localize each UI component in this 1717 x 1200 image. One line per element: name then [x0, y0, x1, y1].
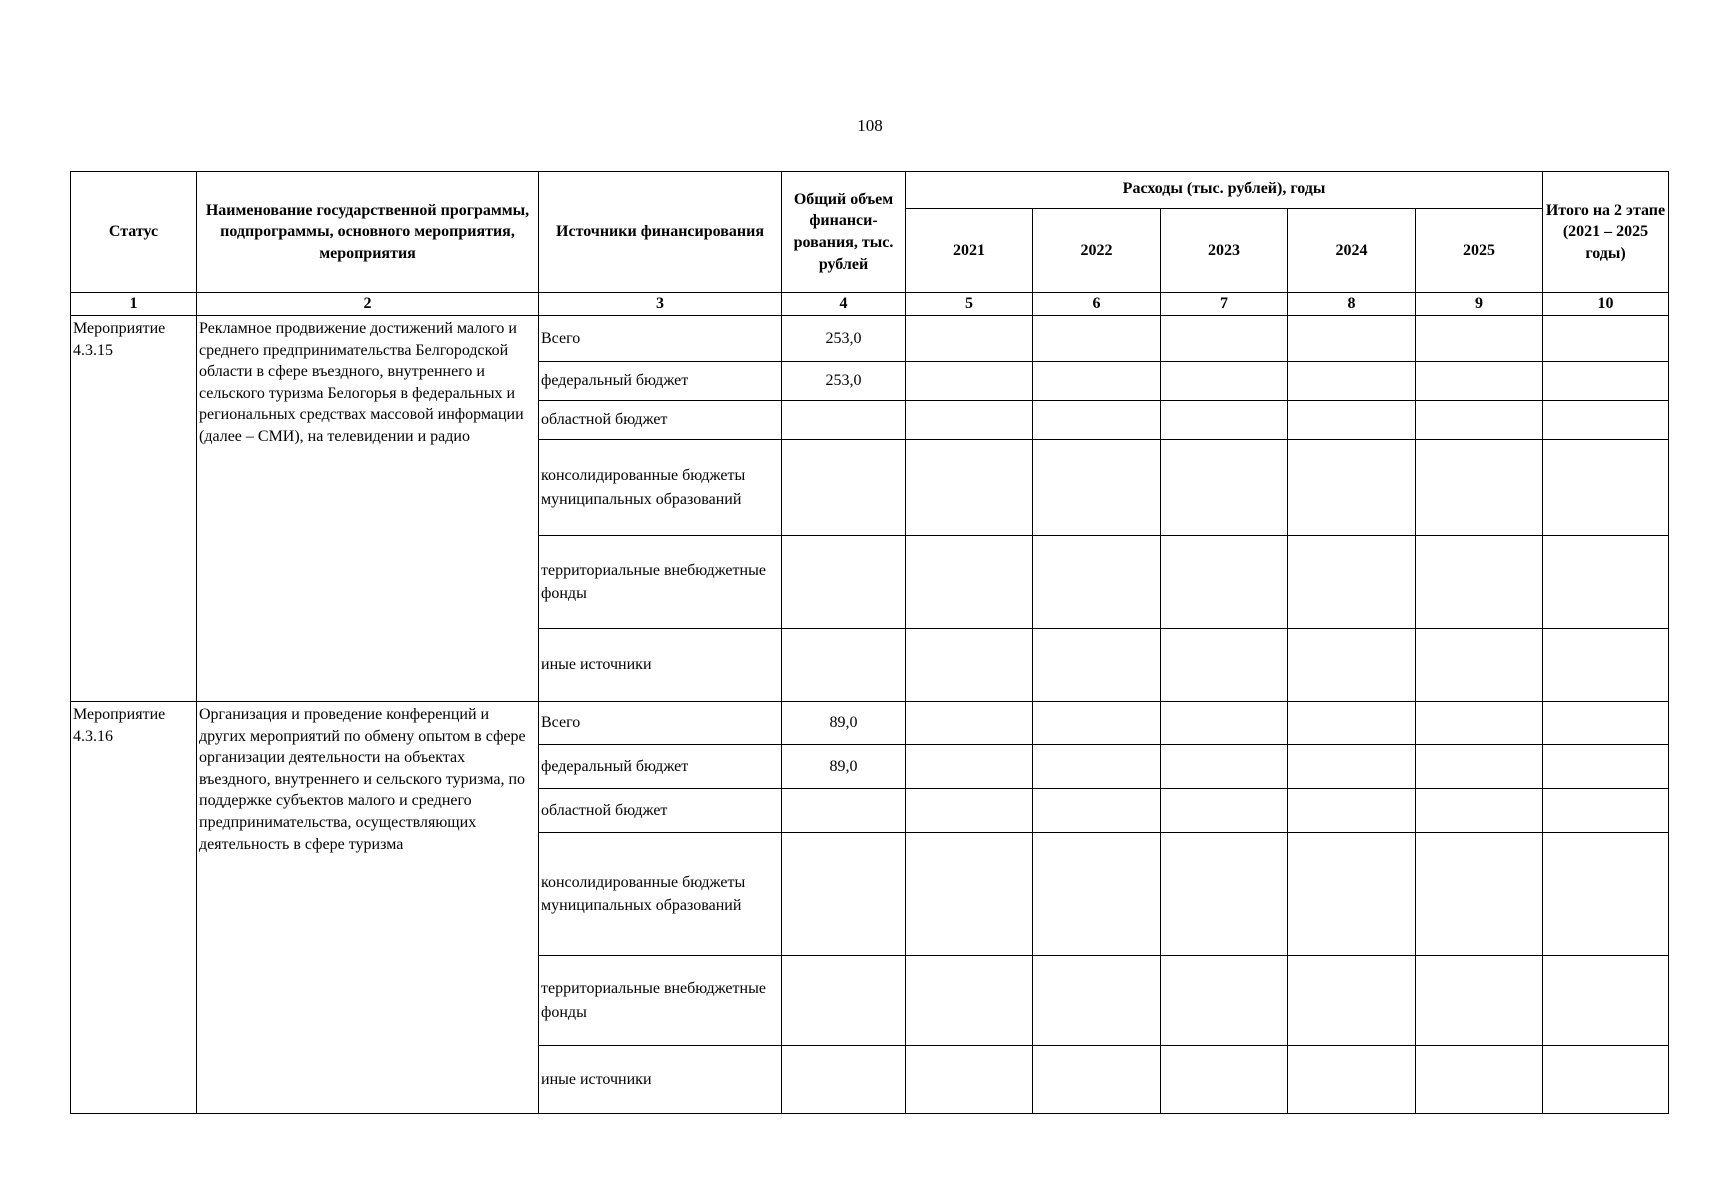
header-year-2025: 2025 — [1416, 209, 1543, 293]
column-numbers-row — [71, 293, 1669, 316]
header-name: Наименование государственной программы, подпрограммы, основного мероприятия, мероприятия — [197, 172, 539, 293]
column-number: 7 — [1161, 293, 1288, 316]
measure-status: Мероприятие 4.3.15 — [71, 316, 197, 702]
header-stage-total: Итого на 2 этапе (2021 – 2025 годы) — [1543, 172, 1669, 293]
total-volume-value: 89,0 — [782, 745, 906, 789]
column-number: 1 — [71, 293, 197, 316]
total-volume-value — [782, 536, 906, 629]
column-number: 2 — [197, 293, 539, 316]
funding-source: федеральный бюджет — [539, 745, 782, 789]
measure-status: Мероприятие 4.3.16 — [71, 702, 197, 1114]
page-number: 108 — [857, 116, 883, 135]
column-number: 3 — [539, 293, 782, 316]
header-sources: Источники финансирования — [539, 172, 782, 293]
total-volume-value — [782, 956, 906, 1046]
header-total-volume: Общий объем финанси-рования, тыс. рублей — [782, 172, 906, 293]
table-row — [71, 702, 1669, 745]
funding-source: областной бюджет — [539, 401, 782, 440]
column-number: 8 — [1288, 293, 1416, 316]
total-volume-value — [782, 833, 906, 956]
funding-source: федеральный бюджет — [539, 362, 782, 401]
funding-source: иные источники — [539, 1046, 782, 1114]
total-volume-value: 253,0 — [782, 316, 906, 362]
measure-name: Рекламное продвижение достижений малого и среднего предпринимательства Белгородской области в сфере въездного, внутреннего и сельского туризма Белогорья в федеральных и региональных средствах массовой информации (далее – СМИ), на телевидении и радио — [197, 316, 539, 702]
header-status: Статус — [71, 172, 197, 293]
table-row — [71, 316, 1669, 362]
total-volume-value — [782, 440, 906, 536]
total-volume-value — [782, 1046, 906, 1114]
funding-source: территориальные внебюджетные фонды — [539, 956, 782, 1046]
header-expenses: Расходы (тыс. рублей), годы — [906, 172, 1543, 209]
header-year-2023: 2023 — [1161, 209, 1288, 293]
column-number: 4 — [782, 293, 906, 316]
total-volume-value — [782, 629, 906, 702]
funding-source: иные источники — [539, 629, 782, 702]
column-number: 9 — [1416, 293, 1543, 316]
measure-name: Организация и проведение конференций и других мероприятий по обмену опытом в сфере организации деятельности на объектах въездного, внутреннего и сельского туризма, по поддержке субъектов малого и среднего предпринимательства, осуществляющих деятельность в сфере туризма — [197, 702, 539, 1114]
total-volume-value: 253,0 — [782, 362, 906, 401]
total-volume-value: 89,0 — [782, 702, 906, 745]
header-year-2024: 2024 — [1288, 209, 1416, 293]
funding-source: областной бюджет — [539, 789, 782, 833]
budget-table — [70, 171, 1669, 1114]
funding-source: Всего — [539, 316, 782, 362]
funding-source: территориальные внебюджетные фонды — [539, 536, 782, 629]
header-year-2021: 2021 — [906, 209, 1033, 293]
column-number: 5 — [906, 293, 1033, 316]
funding-source: консолидированные бюджеты муниципальных образований — [539, 833, 782, 956]
column-number: 6 — [1033, 293, 1161, 316]
total-volume-value — [782, 789, 906, 833]
funding-source: Всего — [539, 702, 782, 745]
column-number: 10 — [1543, 293, 1669, 316]
header-year-2022: 2022 — [1033, 209, 1161, 293]
total-volume-value — [782, 401, 906, 440]
funding-source: консолидированные бюджеты муниципальных образований — [539, 440, 782, 536]
